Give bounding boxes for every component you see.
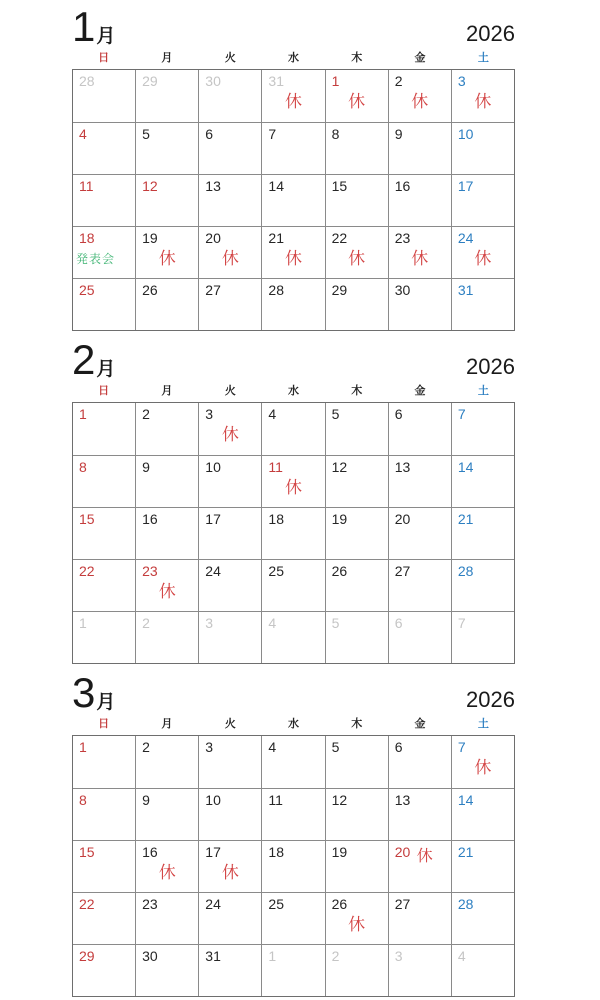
day-number: 3 [205, 615, 214, 631]
day-number: 7 [268, 126, 277, 142]
day-number: 6 [394, 406, 403, 422]
closed-note: 休 [284, 92, 302, 111]
day-cell [388, 841, 451, 892]
closed-note: 休 [348, 915, 366, 934]
week-row [73, 455, 514, 507]
day-cell [73, 403, 135, 455]
day-number: 13 [394, 792, 411, 808]
closed-note: 休 [158, 863, 176, 882]
day-number: 31 [457, 282, 474, 298]
month-header [72, 669, 515, 718]
day-number: 1 [331, 73, 340, 89]
day-number: 23 [394, 230, 411, 246]
day-number: 14 [268, 178, 284, 194]
day-number: 27 [205, 282, 221, 298]
day-number: 23 [142, 563, 158, 579]
weekday-label: 火 [224, 52, 236, 64]
day-number: 2 [331, 948, 340, 964]
day-cell [261, 789, 324, 840]
weekday-label: 日 [98, 385, 110, 397]
day-number: 5 [331, 406, 340, 422]
day-number: 22 [79, 896, 95, 912]
week-row [73, 278, 514, 330]
day-number: 24 [205, 563, 221, 579]
closed-note: 休 [411, 92, 429, 111]
day-cell [451, 736, 514, 788]
day-number: 31 [205, 948, 221, 964]
day-number: 30 [394, 282, 411, 298]
week-row [73, 559, 514, 611]
day-cell [198, 279, 261, 330]
week-row [73, 122, 514, 174]
closed-note: 休 [158, 249, 176, 268]
day-cell [388, 560, 451, 611]
day-number: 9 [142, 792, 150, 808]
day-cell [451, 893, 514, 944]
month-number: 2 [72, 336, 95, 383]
day-cell [261, 945, 324, 996]
day-cell [135, 612, 198, 663]
weekday-label: 木 [351, 385, 363, 397]
day-cell [135, 945, 198, 996]
day-cell [135, 403, 198, 455]
day-number: 30 [205, 73, 221, 89]
day-cell [388, 403, 451, 455]
weekday-label: 火 [224, 385, 236, 397]
weekday-label: 日 [98, 52, 110, 64]
day-number: 15 [79, 511, 95, 527]
day-number: 27 [394, 563, 411, 579]
day-cell [73, 227, 135, 278]
day-number: 22 [79, 563, 95, 579]
day-number: 9 [142, 459, 150, 475]
weekday-label: 木 [351, 718, 363, 730]
day-cell [135, 456, 198, 507]
week-row [73, 788, 514, 840]
year-label: 2026 [466, 21, 515, 46]
day-cell [135, 560, 198, 611]
day-cell [325, 508, 388, 559]
day-cell [451, 123, 514, 174]
day-cell [198, 456, 261, 507]
weekday-label: 土 [477, 52, 489, 64]
day-number: 30 [142, 948, 158, 964]
day-cell [73, 560, 135, 611]
day-number: 9 [394, 126, 403, 142]
day-cell [135, 175, 198, 226]
day-cell [451, 789, 514, 840]
week-row [73, 226, 514, 278]
day-cell [388, 70, 451, 122]
day-cell [198, 612, 261, 663]
year-label: 2026 [466, 354, 515, 379]
day-number: 28 [79, 73, 95, 89]
day-cell [73, 736, 135, 788]
day-cell [325, 123, 388, 174]
week-row [73, 70, 514, 122]
day-cell [261, 175, 324, 226]
year-label: 2026 [466, 687, 515, 712]
month-suffix: 月 [96, 692, 116, 713]
day-cell [261, 403, 324, 455]
week-row [73, 507, 514, 559]
day-number: 17 [205, 844, 221, 860]
day-cell [451, 612, 514, 663]
week-row [73, 944, 514, 996]
day-number: 31 [268, 73, 284, 89]
day-cell [73, 123, 135, 174]
day-cell [198, 945, 261, 996]
closed-note: 休 [284, 478, 302, 497]
day-cell [135, 279, 198, 330]
day-cell [451, 403, 514, 455]
day-number: 18 [268, 511, 284, 527]
day-number: 29 [79, 948, 95, 964]
day-number: 21 [457, 844, 474, 860]
day-cell [451, 560, 514, 611]
day-cell [261, 560, 324, 611]
weekday-label: 水 [287, 385, 299, 397]
day-cell [198, 736, 261, 788]
day-number: 29 [331, 282, 348, 298]
day-number: 14 [457, 459, 474, 475]
day-number: 4 [268, 739, 277, 755]
day-cell [451, 456, 514, 507]
closed-note: 休 [348, 249, 366, 268]
day-cell [388, 893, 451, 944]
day-number: 5 [142, 126, 150, 142]
day-cell [261, 612, 324, 663]
day-cell [388, 175, 451, 226]
weekday-label: 月 [161, 385, 173, 397]
day-cell [135, 841, 198, 892]
day-cell [73, 508, 135, 559]
day-number: 26 [331, 896, 348, 912]
day-cell [451, 945, 514, 996]
day-cell [73, 279, 135, 330]
day-number: 1 [79, 739, 87, 755]
day-cell [261, 227, 324, 278]
week-row [73, 840, 514, 892]
day-number: 3 [205, 406, 214, 422]
day-number: 21 [268, 230, 284, 246]
day-number: 1 [79, 406, 87, 422]
day-number: 14 [457, 792, 474, 808]
weekday-header-row [72, 385, 515, 400]
day-cell [388, 945, 451, 996]
day-cell [325, 893, 388, 944]
day-number: 16 [142, 511, 158, 527]
day-cell [261, 508, 324, 559]
day-cell [261, 123, 324, 174]
day-number: 11 [268, 792, 283, 808]
month-grid [72, 69, 515, 331]
day-cell [325, 227, 388, 278]
calendar-month-february [72, 336, 515, 664]
day-number: 28 [268, 282, 284, 298]
day-cell [198, 175, 261, 226]
day-cell [73, 175, 135, 226]
closed-note: 休 [221, 249, 239, 268]
closed-note: 休 [474, 249, 492, 268]
day-cell [135, 508, 198, 559]
weekday-label: 金 [414, 385, 426, 397]
day-cell [198, 70, 261, 122]
day-number: 6 [394, 739, 403, 755]
day-number: 20 [394, 511, 411, 527]
day-number: 21 [457, 511, 474, 527]
weekday-label: 金 [414, 52, 426, 64]
day-number: 7 [457, 739, 466, 755]
day-cell [73, 789, 135, 840]
weekday-header-row [72, 718, 515, 733]
day-cell [73, 70, 135, 122]
day-number: 4 [268, 615, 277, 631]
day-number: 7 [457, 406, 466, 422]
day-number: 8 [79, 459, 87, 475]
weekday-label: 水 [287, 718, 299, 730]
day-number: 3 [457, 73, 466, 89]
day-cell [388, 123, 451, 174]
day-cell [325, 736, 388, 788]
day-number: 15 [79, 844, 95, 860]
day-number: 3 [394, 948, 403, 964]
day-cell [325, 945, 388, 996]
day-number: 3 [205, 739, 214, 755]
month-suffix: 月 [96, 26, 116, 47]
day-cell [261, 70, 324, 122]
day-cell [261, 841, 324, 892]
day-number: 10 [457, 126, 474, 142]
closed-note: 休 [221, 425, 239, 444]
day-number: 15 [331, 178, 348, 194]
week-row [73, 892, 514, 944]
day-number: 22 [331, 230, 348, 246]
week-row [73, 174, 514, 226]
day-number: 26 [142, 282, 158, 298]
closed-note: 休 [158, 582, 176, 601]
day-cell [73, 945, 135, 996]
day-number: 24 [205, 896, 221, 912]
weekday-label: 水 [287, 52, 299, 64]
day-cell [198, 227, 261, 278]
weekday-label: 土 [477, 718, 489, 730]
closed-note: 休 [474, 92, 492, 111]
day-cell [261, 279, 324, 330]
weekday-label: 火 [224, 718, 236, 730]
day-number: 26 [331, 563, 348, 579]
day-number: 2 [142, 406, 150, 422]
day-cell [451, 508, 514, 559]
day-cell [135, 70, 198, 122]
day-number: 1 [268, 948, 277, 964]
day-cell [388, 736, 451, 788]
day-number: 20 [205, 230, 221, 246]
day-number: 17 [457, 178, 474, 194]
weekday-label: 金 [414, 718, 426, 730]
weekday-label: 土 [477, 385, 489, 397]
day-cell [135, 227, 198, 278]
day-cell [325, 789, 388, 840]
day-number: 5 [331, 615, 340, 631]
day-number: 4 [457, 948, 466, 964]
day-cell [388, 612, 451, 663]
day-number: 27 [394, 896, 411, 912]
weekday-label: 木 [351, 52, 363, 64]
day-cell [451, 175, 514, 226]
closed-note: 休 [221, 863, 239, 882]
day-cell [198, 403, 261, 455]
day-number: 13 [205, 178, 221, 194]
day-number: 13 [394, 459, 411, 475]
day-cell [198, 789, 261, 840]
day-number: 2 [142, 615, 150, 631]
weekday-label: 月 [161, 718, 173, 730]
week-row [73, 403, 514, 455]
day-number: 28 [457, 563, 474, 579]
day-cell [73, 893, 135, 944]
day-number: 7 [457, 615, 466, 631]
day-cell [325, 175, 388, 226]
day-cell [325, 841, 388, 892]
day-cell [388, 789, 451, 840]
day-number: 25 [268, 563, 284, 579]
day-number: 2 [394, 73, 403, 89]
day-cell [388, 279, 451, 330]
weekday-header-row [72, 52, 515, 67]
week-row [73, 611, 514, 663]
day-number: 12 [331, 459, 348, 475]
day-number: 16 [142, 844, 158, 860]
day-number: 18 [79, 230, 95, 246]
day-number: 24 [457, 230, 474, 246]
day-cell [135, 789, 198, 840]
day-number: 17 [205, 511, 221, 527]
day-number: 5 [331, 739, 340, 755]
day-cell [261, 893, 324, 944]
day-cell [73, 612, 135, 663]
day-number: 18 [268, 844, 284, 860]
day-cell [135, 736, 198, 788]
day-number: 23 [142, 896, 158, 912]
day-cell [198, 893, 261, 944]
day-cell [135, 123, 198, 174]
month-number: 1 [72, 3, 95, 50]
day-number: 25 [79, 282, 95, 298]
day-cell [198, 560, 261, 611]
month-number: 3 [72, 669, 95, 716]
day-cell [325, 279, 388, 330]
day-cell [135, 893, 198, 944]
day-number: 29 [142, 73, 158, 89]
day-cell [451, 70, 514, 122]
day-cell [388, 227, 451, 278]
day-cell [198, 123, 261, 174]
day-number: 8 [79, 792, 87, 808]
day-number: 28 [457, 896, 474, 912]
day-number: 4 [268, 406, 277, 422]
day-cell [325, 560, 388, 611]
closed-note: 休 [348, 92, 366, 111]
closed-note: 休 [474, 758, 492, 777]
day-number: 10 [205, 459, 221, 475]
day-number: 8 [331, 126, 340, 142]
day-number: 2 [142, 739, 150, 755]
month-header [72, 336, 515, 385]
day-number: 6 [394, 615, 403, 631]
week-row [73, 736, 514, 788]
day-cell [388, 456, 451, 507]
day-cell [388, 508, 451, 559]
day-cell [325, 403, 388, 455]
weekday-label: 月 [161, 52, 173, 64]
day-cell [198, 841, 261, 892]
calendar-month-march [72, 669, 515, 997]
event-label: 発表会 [76, 252, 116, 266]
day-cell [325, 456, 388, 507]
day-number: 12 [331, 792, 348, 808]
day-number: 12 [142, 178, 158, 194]
day-cell [451, 841, 514, 892]
day-cell [451, 227, 514, 278]
day-number: 11 [79, 178, 94, 194]
day-number: 6 [205, 126, 214, 142]
closed-note: 休 [284, 249, 302, 268]
day-cell [325, 612, 388, 663]
day-number: 4 [79, 126, 87, 142]
month-grid [72, 735, 515, 997]
day-cell [198, 508, 261, 559]
day-cell [73, 456, 135, 507]
closed-note: 休 [416, 848, 433, 865]
day-cell [73, 841, 135, 892]
day-number: 10 [205, 792, 221, 808]
day-number: 1 [79, 615, 87, 631]
day-cell [261, 456, 324, 507]
weekday-label: 日 [98, 718, 110, 730]
day-cell [325, 70, 388, 122]
day-number: 25 [268, 896, 284, 912]
month-grid [72, 402, 515, 664]
month-suffix: 月 [96, 359, 116, 380]
day-number: 11 [268, 459, 283, 475]
month-header [72, 3, 515, 52]
day-number: 19 [331, 511, 348, 527]
day-cell [261, 736, 324, 788]
closed-note: 休 [411, 249, 429, 268]
day-number: 19 [331, 844, 348, 860]
day-cell [451, 279, 514, 330]
day-number: 19 [142, 230, 158, 246]
day-number: 20 [394, 844, 411, 860]
day-number: 16 [394, 178, 411, 194]
calendar-month-january [72, 3, 515, 331]
